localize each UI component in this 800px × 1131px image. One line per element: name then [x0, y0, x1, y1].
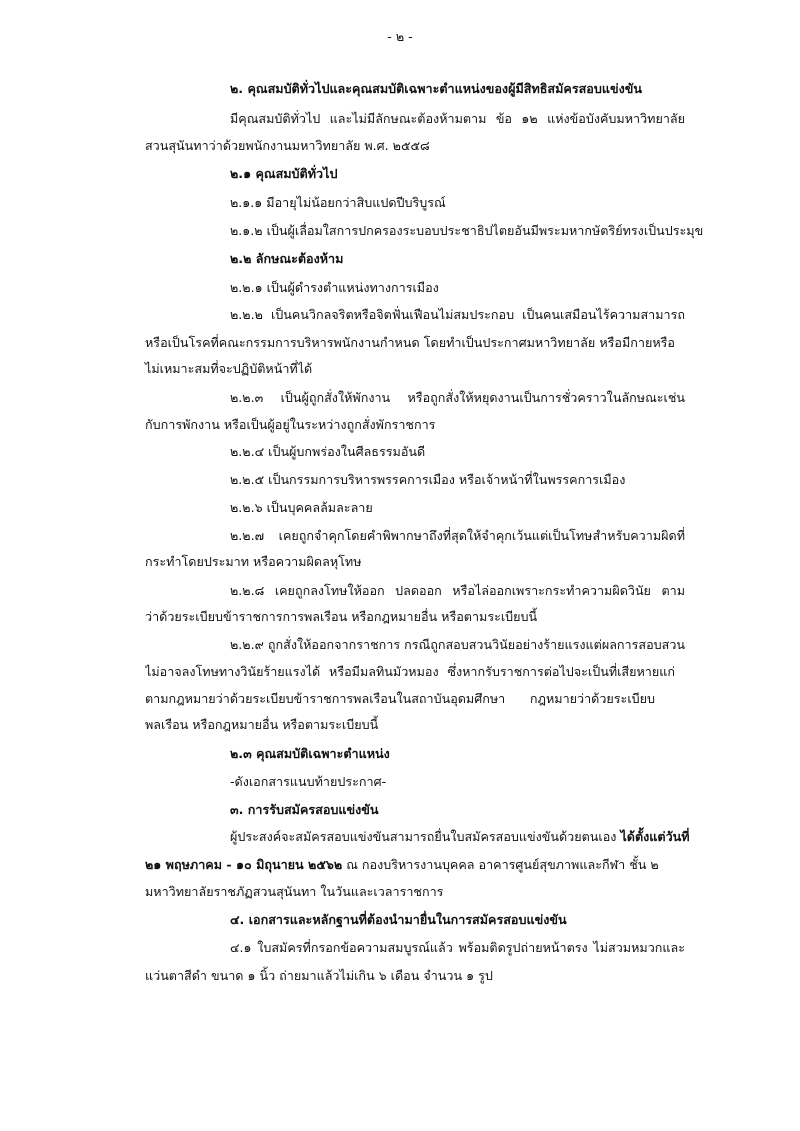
- prohibited-item-3-line2: กับการพักงาน หรือเป็นผู้อยู่ในระหว่างถูกสั่งพักราชการ: [145, 417, 436, 432]
- prohibited-item-3-line1: ๒.๒.๓ เป็นผู้ถูกสั่งให้พักงาน หรือถูกสั่งให้หยุดงานเป็นการชั่วคราวในลักษณะเช่น: [230, 390, 685, 405]
- prohibited-item-2-line3: ไม่เหมาะสมที่จะปฏิบัติหน้าที่ได้: [145, 361, 313, 376]
- prohibited-item-9-line1: ๒.๒.๙ ถูกสั่งให้ออกจากราชการ กรณีถูกสอบสวนวินัยอย่างร้ายแรงแต่ผลการสอบสวน: [230, 637, 685, 652]
- general-item-2: ๒.๑.๒ เป็นผู้เลื่อมใสการปกครองระบอบประชาธิปไตยอันมีพระมหากษัตริย์ทรงเป็นประมุข: [230, 223, 704, 238]
- section-3-line1-date-label: ได้ตั้งแต่วันที่: [620, 829, 690, 844]
- prohibited-item-1: ๒.๒.๑ เป็นผู้ดำรงตำแหน่งทางการเมือง: [230, 280, 439, 295]
- section-4-heading: ๔. เอกสารและหลักฐานที่ต้องนำมายื่นในการสมัครสอบแข่งขัน: [230, 912, 567, 927]
- prohibited-item-9-line3: ตามกฎหมายว่าด้วยระเบียบข้าราชการพลเรือนในสถาบันอุดมศึกษา กฎหมายว่าด้วยระเบียบ: [145, 691, 655, 706]
- prohibited-item-9-line4: พลเรือน หรือกฎหมายอื่น หรือตามระเบียบนี้: [145, 717, 379, 732]
- page-number: - ๒ -: [387, 29, 413, 44]
- section-3-line1: [230, 828, 690, 846]
- section-3-location: ณ กองบริหารงานบุคคล อาคารศูนย์สุขภาพและกีฬา ชั้น ๒: [342, 857, 659, 872]
- section-2-intro-line2: สวนสุนันทาว่าด้วยพนักงานมหาวิทยาลัย พ.ศ. ๒๕๕๘: [145, 138, 430, 153]
- prohibited-item-8-line2: ว่าด้วยระเบียบข้าราชการการพลเรือน หรือกฎหมายอื่น หรือตามระเบียบนี้: [145, 609, 538, 624]
- section-3-line2: [145, 856, 659, 874]
- section-2-intro-line1: มีคุณสมบัติทั่วไป และไม่มีลักษณะต้องห้ามตาม ข้อ ๑๒ แห่งข้อบังคับมหาวิทยาลัย: [230, 111, 685, 126]
- prohibited-item-4: ๒.๒.๔ เป็นผู้บกพร่องในศีลธรรมอันดี: [230, 444, 426, 459]
- prohibited-item-2-line1: ๒.๒.๒ เป็นคนวิกลจริตหรือจิตฟั่นเฟือนไม่สมประกอบ เป็นคนเสมือนไร้ความสามารถ: [230, 307, 685, 322]
- prohibited-item-6: ๒.๒.๖ เป็นบุคคลล้มละลาย: [230, 500, 373, 515]
- section-4-item-1-line2: แว่นตาสีดำ ขนาด ๑ นิ้ว ถ่ายมาแล้วไม่เกิน ๖ เดือน จำนวน ๑ รูป: [145, 968, 493, 983]
- prohibited-item-5: ๒.๒.๕ เป็นกรรมการบริหารพรรคการเมือง หรือเจ้าหน้าที่ในพรรคการเมือง: [230, 472, 626, 487]
- prohibited-item-2-line2: หรือเป็นโรคที่คณะกรรมการบริหารพนักงานกำหนด โดยทำเป็นประกาศมหาวิทยาลัย หรือมีกายหรือ: [145, 335, 675, 350]
- prohibited-item-9-line2: ไม่อาจลงโทษทางวินัยร้ายแรงได้ หรือมีมลทินมัวหมอง ซึ่งหากรับราชการต่อไปจะเป็นที่เสียหายแก่: [145, 664, 675, 679]
- section-3-line3: มหาวิทยาลัยราชภัฏสวนสุนันทา ในวันและเวลาราชการ: [145, 884, 444, 899]
- section-2-heading: ๒. คุณสมบัติทั่วไปและคุณสมบัติเฉพาะตำแหน่งของผู้มีสิทธิสมัครสอบแข่งขัน: [230, 81, 642, 96]
- general-item-1: ๒.๑.๑ มีอายุไม่น้อยกว่าสิบแปดปีบริบูรณ์: [230, 195, 446, 210]
- section-3-line1-text: ผู้ประสงค์จะสมัครสอบแข่งขันสามารถยื่นใบสมัครสอบแข่งขันด้วยตนเอง: [230, 829, 621, 844]
- prohibited-item-7-line1: ๒.๒.๗ เคยถูกจำคุกโดยคำพิพากษาถึงที่สุดให้จำคุกเว้นแต่เป็นโทษสำหรับความผิดที่: [230, 528, 685, 543]
- prohibited-item-7-line2: กระทำโดยประมาท หรือความผิดลหุโทษ: [145, 554, 362, 569]
- general-qualifications-heading: ๒.๑ คุณสมบัติทั่วไป: [230, 166, 338, 181]
- prohibited-item-8-line1: ๒.๒.๘ เคยถูกลงโทษให้ออก ปลดออก หรือไล่ออกเพราะกระทำความผิดวินัย ตาม: [230, 583, 685, 598]
- specific-qualifications-text: -ดังเอกสารแนบท้ายประกาศ-: [230, 774, 387, 789]
- section-3-heading: ๓. การรับสมัครสอบแข่งขัน: [230, 802, 379, 817]
- section-3-date-range: ๒๑ พฤษภาคม - ๑๐ มิถุนายน ๒๕๖๒: [145, 857, 343, 872]
- specific-qualifications-heading: ๒.๓ คุณสมบัติเฉพาะตำแหน่ง: [230, 746, 390, 761]
- prohibited-heading: ๒.๒ ลักษณะต้องห้าม: [230, 251, 344, 266]
- section-4-item-1-line1: ๔.๑ ใบสมัครที่กรอกข้อความสมบูรณ์แล้ว พร้อมติดรูปถ่ายหน้าตรง ไม่สวมหมวกและ: [230, 940, 685, 955]
